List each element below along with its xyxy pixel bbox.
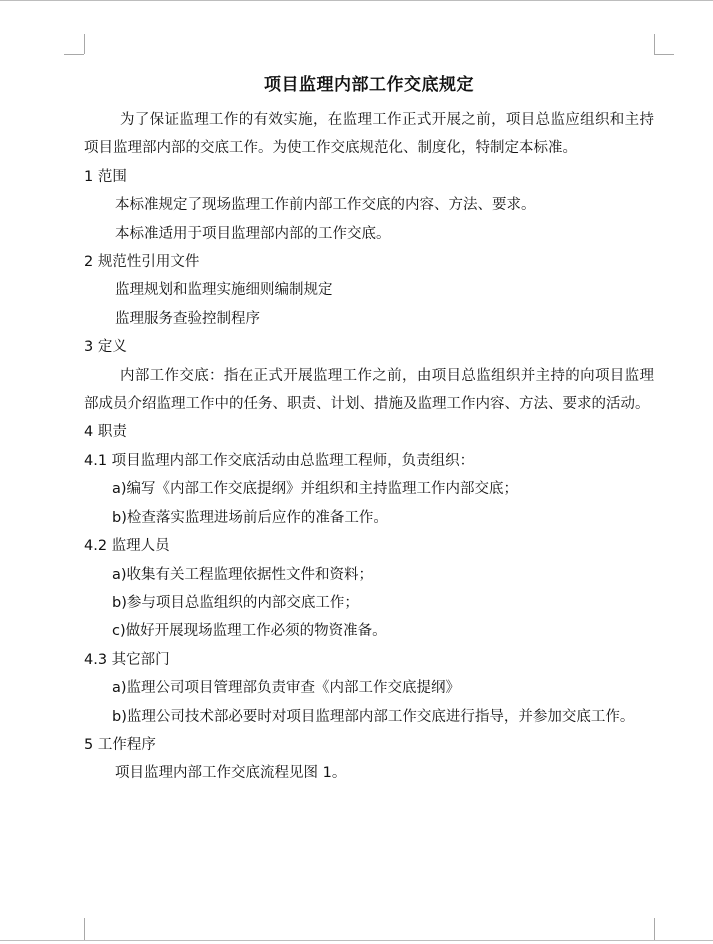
section-duties-heading: 4 职责 bbox=[84, 424, 127, 441]
duties-sub3-heading: 4.3 其它部门 bbox=[84, 651, 170, 668]
reference-line-1: 监理规划和监理实施细则编制规定 bbox=[115, 282, 333, 299]
duties-sub3-item-a: a)监理公司项目管理部负责审查《内部工作交底提纲》 bbox=[112, 680, 461, 697]
duties-sub1-item-b: b)检查落实监理进场前后应作的准备工作。 bbox=[112, 509, 388, 526]
crop-mark-bottom-left-vertical bbox=[84, 918, 85, 940]
definition-paragraph: 内部工作交底：指在正式开展监理工作之前，由项目总监组织并主持的向项目监理部成员介绍监理工作中的任务、职责、计划、措施及监理工作内容、方法、要求的活动。 bbox=[84, 367, 654, 413]
duties-sub3-item-b: b)监理公司技术部必要时对项目监理部内部工作交底进行指导，并参加交底工作。 bbox=[112, 708, 635, 725]
duties-sub1-heading: 4.1 项目监理内部工作交底活动由总监理工程师，负责组织： bbox=[84, 452, 475, 469]
section-scope-heading: 1 范围 bbox=[84, 168, 127, 185]
scope-line-1: 本标准规定了现场监理工作前内部工作交底的内容、方法、要求。 bbox=[115, 197, 536, 214]
section-procedure-heading: 5 工作程序 bbox=[84, 736, 156, 753]
document-title: 项目监理内部工作交底规定 bbox=[264, 75, 474, 95]
duties-sub2-heading: 4.2 监理人员 bbox=[84, 538, 170, 555]
crop-mark-top-right-vertical bbox=[654, 34, 655, 54]
duties-sub2-item-b: b)参与项目总监组织的内部交底工作； bbox=[112, 594, 359, 611]
crop-mark-top-left-vertical bbox=[84, 34, 85, 54]
section-references-heading: 2 规范性引用文件 bbox=[84, 254, 200, 271]
duties-sub1-item-a: a)编写《内部工作交底提纲》并组织和主持监理工作内部交底； bbox=[112, 481, 519, 498]
crop-mark-bottom-right-vertical bbox=[654, 918, 655, 940]
section-definition-heading: 3 定义 bbox=[84, 339, 127, 356]
page-top-edge bbox=[0, 0, 713, 1]
crop-mark-top-left-horizontal bbox=[64, 54, 84, 55]
document-body bbox=[84, 66, 654, 788]
crop-mark-top-right-horizontal bbox=[654, 54, 674, 55]
duties-sub2-item-a: a)收集有关工程监理依据性文件和资料； bbox=[112, 566, 374, 583]
intro-paragraph: 为了保证监理工作的有效实施，在监理工作正式开展之前，项目总监应组织和主持项目监理部内部的交底工作。为使工作交底规范化、制度化，特制定本标准。 bbox=[84, 112, 654, 157]
scope-line-2: 本标准适用于项目监理部内部的工作交底。 bbox=[115, 225, 391, 242]
page-bottom-edge bbox=[0, 940, 713, 941]
procedure-paragraph: 项目监理内部工作交底流程见图 1。 bbox=[115, 765, 347, 782]
duties-sub2-item-c: c)做好开展现场监理工作必须的物资准备。 bbox=[112, 623, 387, 640]
reference-line-2: 监理服务查验控制程序 bbox=[115, 310, 260, 327]
